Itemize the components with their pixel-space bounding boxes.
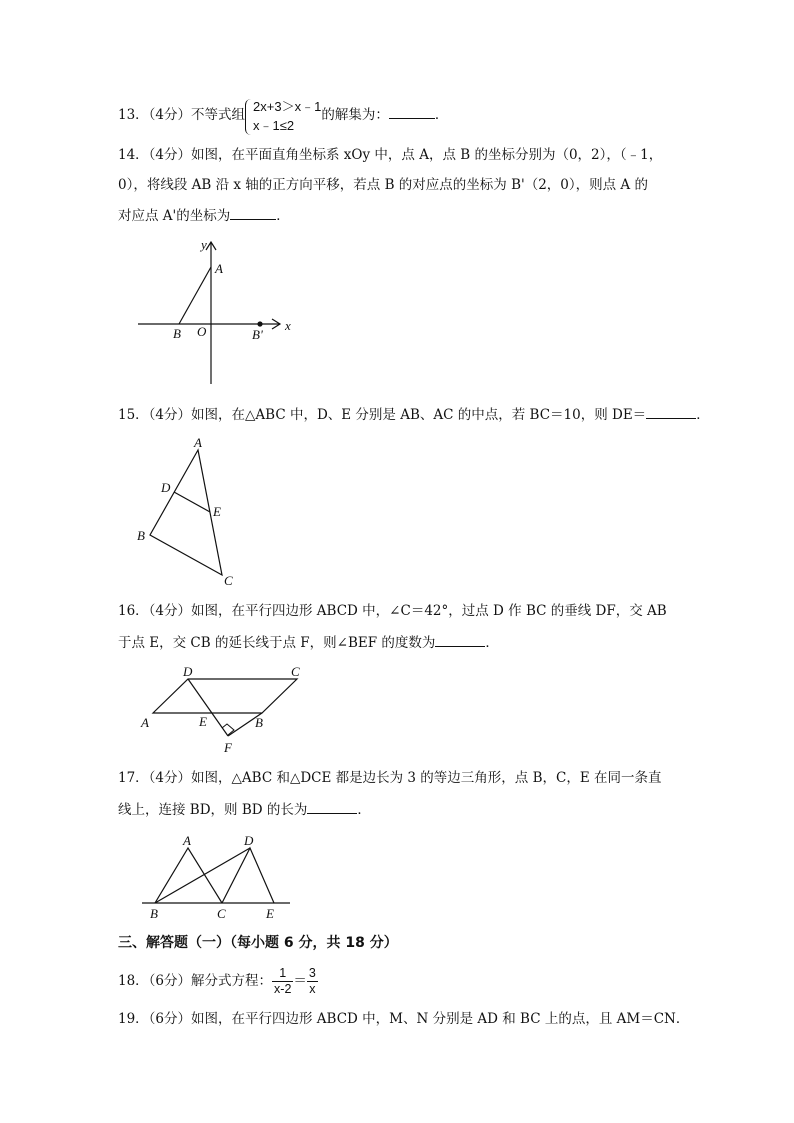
brace-icon [245, 99, 252, 135]
label-y: y [201, 237, 207, 252]
q16-end: ． [485, 635, 499, 651]
label-c: C [217, 906, 226, 921]
fraction-1-denominator: x-2 [274, 982, 292, 996]
answer-blank [646, 404, 696, 419]
q17-line2-text: 线上，连接 BD，则 BD 的长为 [118, 802, 308, 818]
label-a: A [215, 261, 223, 276]
q14-line2: 0），将线段 AB 沿 x 轴的正方向平移，若点 B 的对应点的坐标为 B'（2，0），则点 A 的 [118, 177, 648, 193]
q15-figure [130, 432, 250, 592]
label-a: A [141, 715, 149, 730]
fraction-2-numerator: 3 [308, 966, 316, 980]
q14-line3-text: 对应点 A'的坐标为 [118, 208, 231, 224]
q14-line3-end: ． [276, 208, 290, 224]
q17-line1: 17．（4分）如图，△ABC 和△DCE 都是边长为 3 的等边三角形，点 B，C，E 在同一条直 [118, 770, 662, 786]
label-b: B [173, 326, 181, 341]
q17-line2 [118, 799, 371, 821]
fraction-1 [272, 966, 293, 997]
label-b: B [150, 906, 158, 921]
q18-equals: ＝ [293, 973, 307, 989]
q17-figure [138, 830, 298, 925]
q16-figure [135, 660, 315, 760]
fraction-1-numerator: 1 [272, 966, 293, 982]
q18-prefix: 18．（6分）解分式方程： [118, 973, 273, 989]
q16-line1: 16．（4分）如图，在平行四边形 ABCD 中，∠C＝42°，过点 D 作 BC 的垂线 DF，交 AB [118, 603, 667, 619]
q16-line2-text: 于点 E，交 CB 的延长线于点 F，则∠BEF 的度数为 [118, 635, 436, 651]
label-d: D [161, 480, 171, 495]
label-e: E [266, 906, 274, 921]
q19-line1: 19．（6分）如图，在平行四边形 ABCD 中，M、N 分别是 AD 和 BC 上的点，且 AM＝CN． [118, 1011, 690, 1027]
label-a: A [194, 435, 202, 450]
q13-line [118, 94, 448, 136]
triangle-dce [222, 848, 274, 903]
answer-blank [307, 799, 357, 814]
label-c: C [291, 664, 300, 679]
triangle-abc [155, 848, 222, 903]
point-b-prime [257, 321, 262, 326]
q17-end: ． [357, 802, 371, 818]
label-d: D [183, 664, 193, 679]
q13-end: ． [434, 107, 449, 123]
q15-text: 15．（4分）如图，在△ABC 中，D、E 分别是 AB、AC 的中点，若 BC＝10，则 DE＝ [118, 407, 647, 423]
answer-blank [435, 632, 485, 647]
q18-line [118, 962, 318, 1000]
label-d: D [244, 833, 254, 848]
label-f: F [224, 740, 232, 755]
answer-blank [389, 104, 435, 119]
label-e: E [199, 714, 207, 729]
triangle-abc [150, 450, 222, 575]
q13-ineq2: x﹣1≤2 [253, 117, 295, 133]
label-c: C [224, 573, 233, 588]
section-3-heading: 三、解答题（一）（每小题 6 分，共 18 分） [118, 935, 398, 951]
fraction-2 [307, 966, 318, 997]
q14-line1: 14．（4分）如图，在平面直角坐标系 xOy 中，点 A，点 B 的坐标分别为（0，2），（﹣1， [118, 147, 663, 163]
segment-de [174, 492, 210, 512]
label-b: B [137, 528, 145, 543]
q13-inequality-system [245, 97, 321, 135]
parallelogram-abcd [153, 679, 297, 713]
label-x: x [285, 318, 291, 333]
q14-figure [130, 232, 310, 392]
label-b: B [255, 715, 263, 730]
q15-line [118, 404, 710, 426]
q13-suffix: 的解集为： [321, 107, 389, 123]
q14-line3 [118, 205, 290, 227]
label-b-prime: B' [252, 327, 263, 342]
answer-blank [230, 205, 276, 220]
label-e: E [213, 504, 221, 519]
q15-end: ． [696, 407, 710, 423]
segment-ab [179, 267, 211, 324]
label-a: A [183, 833, 191, 848]
label-o: O [197, 324, 207, 339]
q16-line2 [118, 632, 499, 654]
q13-prefix: 13．（4分）不等式组 [118, 107, 246, 123]
q13-ineq1: 2x+3＞x﹣1 [253, 98, 322, 114]
fraction-2-denominator: x [309, 982, 316, 996]
